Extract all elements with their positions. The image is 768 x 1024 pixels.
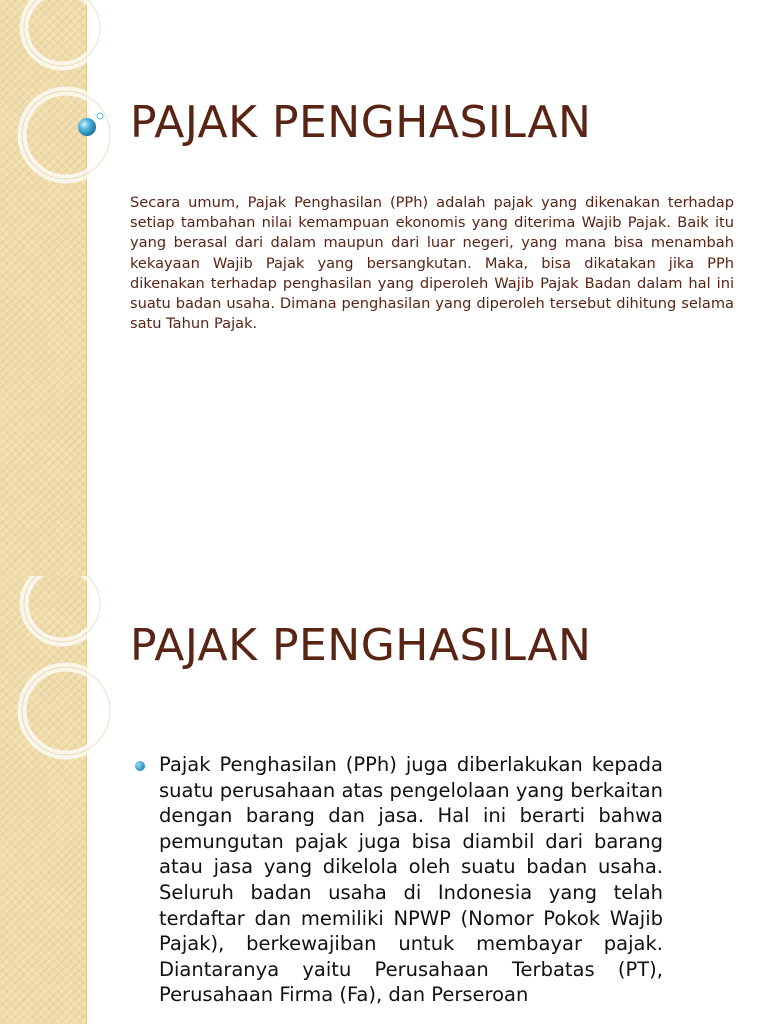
slide-title: PAJAK PENGHASILAN [130,620,592,671]
slide-2 [0,576,768,1024]
slide-body-text: Secara umum, Pajak Penghasilan (PPh) adalah pajak yang dikenakan terhadap setiap tambahan nilai kemampuan ekonomis yang diterima Wajib Pajak. Baik itu yang berasal dari dalam maupun dari luar negeri, yang mana bisa menambah kekayaan Wajib Pajak yang bersangkutan. Maka, bisa dikatakan jika PPh dikenakan terhadap penghasilan yang diperoleh Wajib Pajak Badan dalam hal ini suatu badan usaha. Dimana penghasilan yang diperoleh tersebut dihitung selama satu Tahun Pajak. [130,194,734,333]
slide-title: PAJAK PENGHASILAN [130,97,592,148]
decorative-circles [0,0,140,576]
blue-orb-icon [78,113,103,136]
bullet-text: Pajak Penghasilan (PPh) juga diberlakukan kepada suatu perusahaan atas pengelolaan yang berkaitan dengan barang dan jasa. Hal ini berarti bahwa pemungutan pajak juga bisa diambil dari barang atau jasa yang dikelola oleh suatu badan usaha. Seluruh badan usaha di Indonesia yang telah terdaftar dan memiliki NPWP (Nomor Pokok Wajib Pajak), berkewajiban untuk membayar pajak. Diantaranya yaitu Perusahaan Terbatas (PT), Perusahaan Firma (Fa), dan Perseroan [159,753,663,1007]
blue-bullet-icon [135,761,145,771]
decorative-circles [0,576,140,1024]
list-item [133,752,663,1008]
bullet-list [133,752,663,1008]
